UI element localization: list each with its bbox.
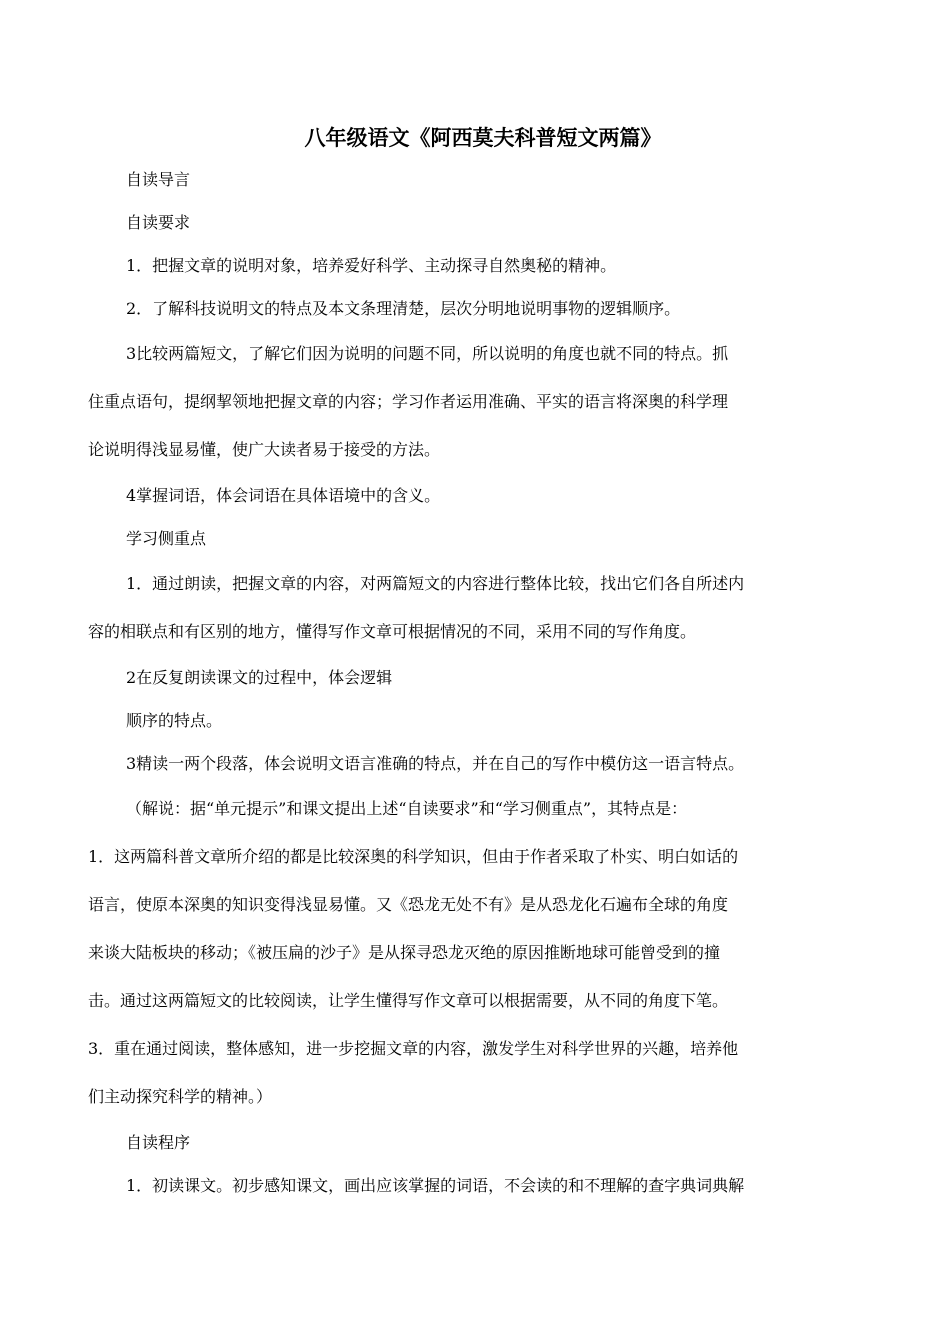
focus-2-line: 顺序的特点。: [126, 711, 223, 730]
requirement-3-line: 住重点语句，提纲挈领地把握文章的内容；学习作者运用准确、平实的语言将深奥的科学理: [88, 392, 729, 411]
requirement-1: 1．把握文章的说明对象，培养爱好科学、主动探寻自然奥秘的精神。: [126, 256, 617, 275]
heading-requirements: 自读要求: [126, 213, 191, 232]
document-title: 八年级语文《阿西莫夫科普短文两篇》: [304, 125, 662, 150]
heading-focus: 学习侧重点: [126, 529, 207, 548]
requirement-3-line: 论说明得浅显易懂，使广大读者易于接受的方法。: [88, 440, 441, 459]
focus-3: 3精读一两个段落，体会说明文语言准确的特点，并在自己的写作中模仿这一语言特点。: [126, 754, 745, 773]
focus-1-line: 容的相联点和有区别的地方，懂得写作文章可根据情况的不同，采用不同的写作角度。: [88, 622, 697, 641]
focus-1-line: 1．通过朗读，把握文章的内容，对两篇短文的内容进行整体比较，找出它们各自所述内: [126, 574, 745, 593]
heading-intro: 自读导言: [126, 170, 191, 189]
procedure-1: 1．初读课文。初步感知课文，画出应该掌握的词语，不会读的和不理解的查字典词典解: [126, 1176, 745, 1195]
requirement-3: [88, 330, 878, 474]
note-line: （解说：据“单元提示”和课文提出上述“自读要求”和“学习侧重点”，其特点是：: [126, 799, 688, 818]
focus-1: [88, 560, 878, 656]
note-line: 来谈大陆板块的移动；《被压扁的沙子》是从探寻恐龙灭绝的原因推断地球可能曾受到的撞: [88, 943, 721, 962]
requirement-3-line: 3比较两篇短文，了解它们因为说明的问题不同，所以说明的角度也就不同的特点。抓: [126, 344, 729, 363]
note-line: 3．重在通过阅读，整体感知，进一步挖掘文章的内容，激发学生对科学世界的兴趣，培养他: [88, 1039, 739, 1058]
note-line: 们主动探究科学的精神。）: [88, 1087, 273, 1106]
note-line: 1．这两篇科普文章所介绍的都是比较深奥的科学知识，但由于作者采取了朴实、明白如话的: [88, 847, 739, 866]
note-block: [88, 785, 878, 1121]
heading-procedure: 自读程序: [126, 1133, 191, 1152]
note-line: 语言，使原本深奥的知识变得浅显易懂。又《恐龙无处不有》是从恐龙化石遍布全球的角度: [88, 895, 729, 914]
document-page: [88, 118, 878, 1207]
requirement-4: 4掌握词语，体会词语在具体语境中的含义。: [126, 486, 441, 505]
focus-2-line: 2在反复朗读课文的过程中，体会逻辑: [126, 668, 393, 687]
requirement-2: 2．了解科技说明文的特点及本文条理清楚，层次分明地说明事物的逻辑顺序。: [126, 299, 681, 318]
note-line: 击。通过这两篇短文的比较阅读，让学生懂得写作文章可以根据需要，从不同的角度下笔。: [88, 991, 729, 1010]
